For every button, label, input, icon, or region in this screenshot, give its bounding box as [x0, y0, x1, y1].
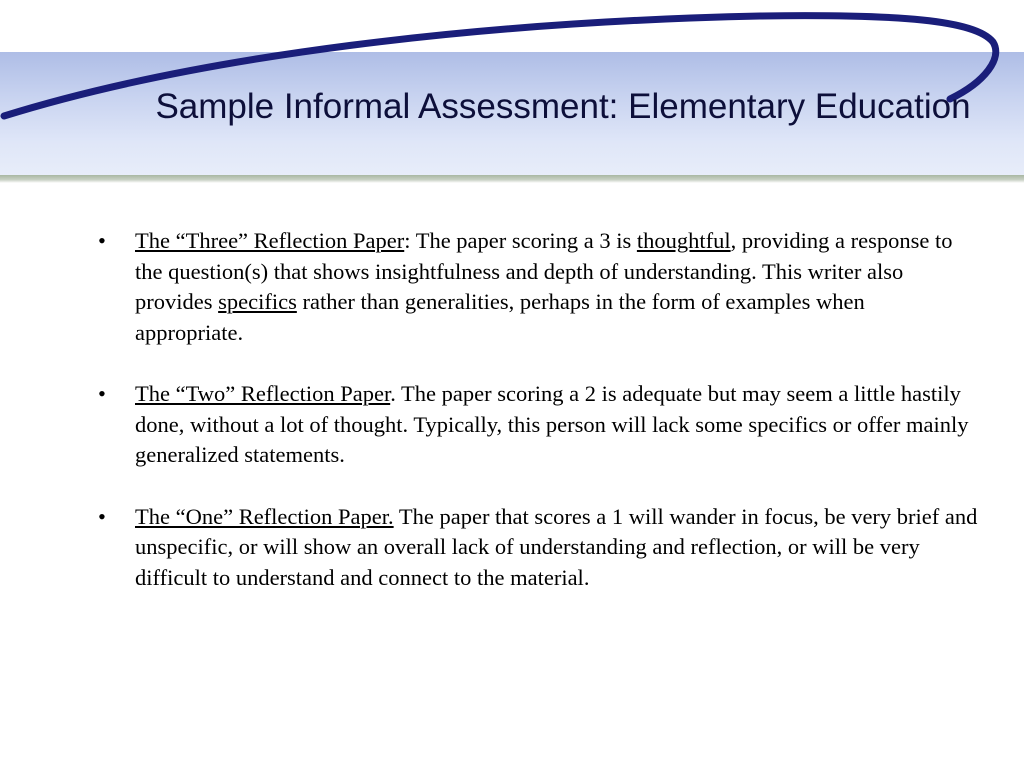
bullet-list [98, 226, 978, 624]
bullet-text: , providing a response to the question(s) that shows insightfulness and depth of understanding. This writer also provides [135, 228, 953, 314]
bullet-text: The paper that scores a 1 will wander in focus, be very brief and unspecific, or will show an overall lack of understanding and reflection, or will be very difficult to understand and connect to the material. [135, 503, 978, 590]
bullet-dot-icon: • [98, 228, 106, 253]
bullet-three [98, 226, 978, 348]
bullet-one [98, 502, 978, 594]
bullet-heading: The “Three” Reflection Paper [135, 228, 405, 253]
bullet-heading: The “Two” Reflection Paper [135, 381, 391, 406]
bullet-dot-icon: • [98, 503, 106, 529]
bullet-text: . The paper scoring a 2 is adequate but may seem a little hastily done, without a lot of thought. Typically, this person will lack some specifics or offer mainly generalized statements. [135, 381, 969, 467]
slide-title: Sample Informal Assessment: Elementary Education [155, 87, 971, 126]
keyword-specifics: specifics [218, 289, 297, 314]
bullet-text: : The paper scoring a 3 is [404, 228, 637, 253]
keyword-thoughtful: thoughtful [636, 228, 731, 253]
bullet-heading: The “One” Reflection Paper. [135, 503, 394, 529]
bullet-dot-icon: • [98, 381, 106, 406]
bullet-two [98, 379, 978, 471]
bullet-text: rather than generalities, perhaps in the form of examples when appropriate. [135, 289, 865, 345]
